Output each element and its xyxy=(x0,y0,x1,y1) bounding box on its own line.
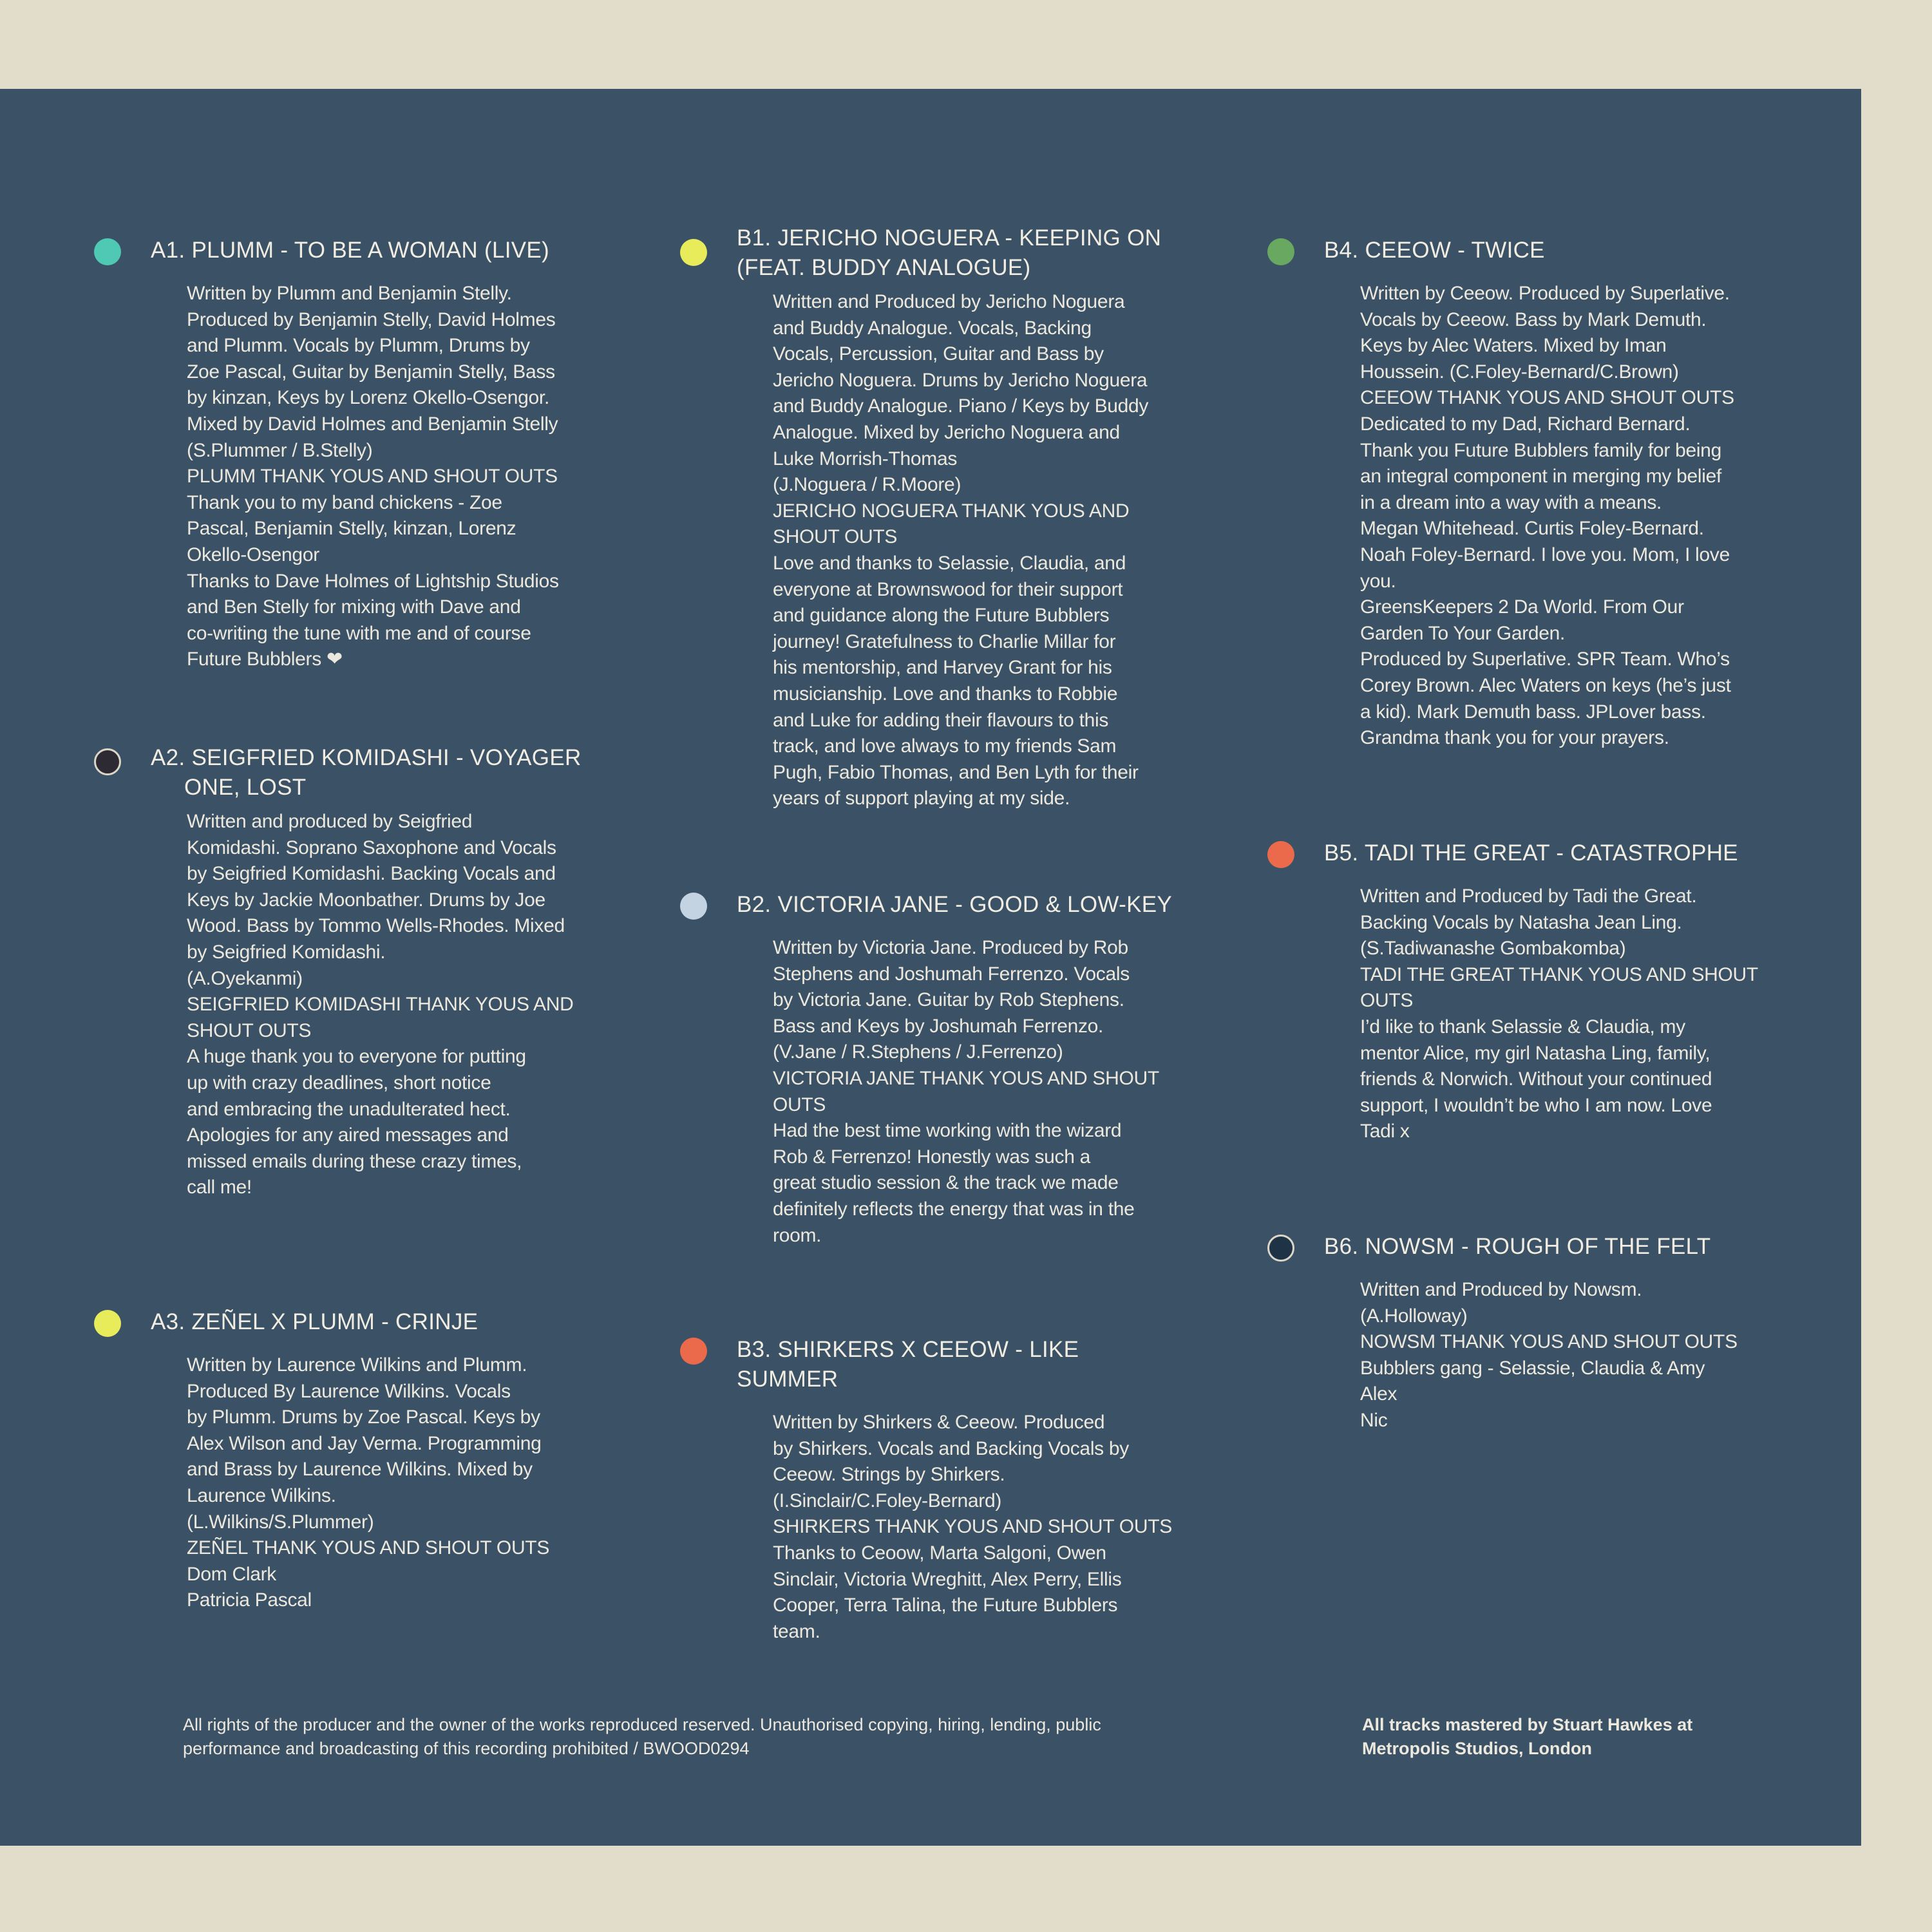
credit-line: Stephens and Joshumah Ferrenzo. Vocals xyxy=(773,963,1130,985)
credit-line: Sinclair, Victoria Wreghitt, Alex Perry, Ellis xyxy=(773,1568,1122,1590)
credit-line: Alex xyxy=(1360,1383,1397,1405)
credit-line: Produced by Superlative. SPR Team. Who’s xyxy=(1360,649,1730,670)
track-color-dot xyxy=(94,748,121,775)
credit-line: Patricia Pascal xyxy=(187,1589,312,1611)
credit-line: Garden To Your Garden. xyxy=(1360,622,1566,644)
credit-line: (V.Jane / R.Stephens / J.Ferrenzo) xyxy=(773,1041,1063,1063)
credit-line: definitely reflects the energy that was in the xyxy=(773,1198,1135,1220)
track-a3 xyxy=(94,1307,596,1614)
credit-line: Future Bubblers ❤ xyxy=(187,649,343,670)
credit-line: (A.Holloway) xyxy=(1360,1305,1468,1327)
credit-line: Backing Vocals by Natasha Jean Ling. xyxy=(1360,911,1682,933)
credit-line: Written and Produced by Nowsm. xyxy=(1360,1279,1642,1300)
track-b4 xyxy=(1267,236,1770,752)
credit-line: musicianship. Love and thanks to Robbie xyxy=(773,683,1118,705)
track-b6 xyxy=(1267,1232,1770,1434)
track-color-dot xyxy=(1267,1235,1294,1262)
credit-line: and Buddy Analogue. Vocals, Backing xyxy=(773,317,1092,339)
track-credits xyxy=(1360,281,1770,752)
credit-line: Written and produced by Seigfried xyxy=(187,811,473,832)
credit-line: SEIGFRIED KOMIDASHI THANK YOUS AND xyxy=(187,994,574,1016)
track-a1 xyxy=(94,236,596,673)
credit-line: (L.Wilkins/S.Plummer) xyxy=(187,1511,374,1533)
credit-line: Written by Shirkers & Ceeow. Produced xyxy=(773,1412,1105,1433)
credit-line: Analogue. Mixed by Jericho Noguera and xyxy=(773,421,1120,443)
track-b3 xyxy=(680,1335,1182,1645)
credit-line: Written by Laurence Wilkins and Plumm. xyxy=(187,1354,527,1376)
rights-line: performance and broadcasting of this recording prohibited / BWOOD0294 xyxy=(183,1739,750,1758)
track-title: B6. NOWSM - ROUGH OF THE FELT xyxy=(1324,1234,1711,1259)
credit-line: VICTORIA JANE THANK YOUS AND SHOUT xyxy=(773,1067,1159,1089)
track-credits xyxy=(1360,1277,1770,1434)
credit-line: and guidance along the Future Bubblers xyxy=(773,605,1110,627)
track-title xyxy=(151,743,596,802)
track-color-dot xyxy=(94,238,121,265)
credit-line: years of support playing at my side. xyxy=(773,788,1070,810)
credit-line: OUTS xyxy=(1360,990,1414,1012)
credit-line: Noah Foley-Bernard. I love you. Mom, I love xyxy=(1360,544,1730,565)
credit-line: Apologies for any aired messages and xyxy=(187,1124,509,1146)
credit-line: Keys by Alec Waters. Mixed by Iman xyxy=(1360,335,1667,357)
credit-line: great studio session & the track we made xyxy=(773,1172,1119,1194)
credit-line: NOWSM THANK YOUS AND SHOUT OUTS xyxy=(1360,1331,1738,1353)
credit-line: Wood. Bass by Tommo Wells-Rhodes. Mixed xyxy=(187,915,565,937)
credit-line: (J.Noguera / R.Moore) xyxy=(773,474,961,496)
credit-line: and Luke for adding their flavours to this xyxy=(773,709,1109,731)
track-b1 xyxy=(680,223,1182,812)
credit-line: Dom Clark xyxy=(187,1563,276,1585)
credit-line: by Victoria Jane. Guitar by Rob Stephens. xyxy=(773,989,1124,1011)
track-credits xyxy=(187,809,596,1201)
credit-line: Bubblers gang - Selassie, Claudia & Amy xyxy=(1360,1357,1705,1379)
credit-line: (S.Plummer / B.Stelly) xyxy=(187,439,373,461)
credit-line: Okello-Osengor xyxy=(187,544,319,565)
credit-line: (A.Oyekanmi) xyxy=(187,967,303,989)
credit-line: Vocals, Percussion, Guitar and Bass by xyxy=(773,343,1104,365)
credit-line: SHOUT OUTS xyxy=(773,526,898,548)
credit-line: everyone at Brownswood for their support xyxy=(773,578,1123,600)
credit-line: Written by Victoria Jane. Produced by Rob xyxy=(773,937,1128,958)
credit-line: A huge thank you to everyone for putting xyxy=(187,1046,526,1068)
credit-line: Written by Plumm and Benjamin Stelly. xyxy=(187,283,512,304)
credit-line: Jericho Noguera. Drums by Jericho Noguera xyxy=(773,369,1148,391)
mastering-line: All tracks mastered by Stuart Hawkes at xyxy=(1362,1715,1693,1734)
credit-line: Nic xyxy=(1360,1409,1388,1431)
track-b2 xyxy=(680,890,1182,1249)
track-color-dot xyxy=(680,1338,707,1365)
credit-line: missed emails during these crazy times, xyxy=(187,1150,522,1172)
track-title-line: (FEAT. BUDDY ANALOGUE) xyxy=(737,255,1031,280)
track-credits xyxy=(773,935,1182,1249)
credit-line: his mentorship, and Harvey Grant for his xyxy=(773,657,1112,679)
track-title: B5. TADI THE GREAT - CATASTROPHE xyxy=(1324,840,1738,866)
credit-line: journey! Gratefulness to Charlie Millar for xyxy=(773,630,1116,652)
credit-line: by Seigfried Komidashi. Backing Vocals and xyxy=(187,863,556,885)
track-color-dot xyxy=(680,239,707,266)
credit-line: TADI THE GREAT THANK YOUS AND SHOUT xyxy=(1360,963,1758,985)
mastering-line: Metropolis Studios, London xyxy=(1362,1739,1592,1758)
credit-line: PLUMM THANK YOUS AND SHOUT OUTS xyxy=(187,466,558,488)
track-title-line: A2. SEIGFRIED KOMIDASHI - VOYAGER xyxy=(151,745,582,770)
credit-line: Had the best time working with the wizard xyxy=(773,1120,1122,1142)
credit-line: Laurence Wilkins. xyxy=(187,1484,336,1506)
liner-notes-panel xyxy=(0,89,1861,1846)
credit-line: CEEOW THANK YOUS AND SHOUT OUTS xyxy=(1360,387,1734,409)
credit-line: Ceeow. Strings by Shirkers. xyxy=(773,1464,1005,1486)
track-color-dot xyxy=(94,1310,121,1337)
credit-line: and Buddy Analogue. Piano / Keys by Buddy xyxy=(773,395,1149,417)
track-title: B4. CEEOW - TWICE xyxy=(1324,238,1545,263)
credit-line: Thank you to my band chickens - Zoe xyxy=(187,491,502,513)
credit-line: Thanks to Dave Holmes of Lightship Studios xyxy=(187,570,559,592)
credit-line: by Shirkers. Vocals and Backing Vocals by xyxy=(773,1437,1129,1459)
credit-line: Luke Morrish-Thomas xyxy=(773,448,958,469)
track-credits xyxy=(773,1410,1182,1645)
credit-line: SHIRKERS THANK YOUS AND SHOUT OUTS xyxy=(773,1516,1172,1538)
track-a2 xyxy=(94,743,596,1201)
credit-line: and embracing the unadulterated hect. xyxy=(187,1098,511,1120)
track-title: A3. ZEÑEL X PLUMM - CRINJE xyxy=(151,1309,478,1334)
credit-line: in a dream into a way with a means. xyxy=(1360,491,1662,513)
credit-line: room. xyxy=(773,1224,822,1246)
credit-line: Pugh, Fabio Thomas, and Ben Lyth for their xyxy=(773,761,1139,783)
credit-line: Love and thanks to Selassie, Claudia, and xyxy=(773,552,1126,574)
credit-line: Written by Ceeow. Produced by Superlative. xyxy=(1360,283,1730,304)
credit-line: Mixed by David Holmes and Benjamin Stelly xyxy=(187,413,558,435)
credit-line: Keys by Jackie Moonbather. Drums by Joe xyxy=(187,889,545,911)
credit-line: SHOUT OUTS xyxy=(187,1019,312,1041)
credit-line: Rob & Ferrenzo! Honestly was such a xyxy=(773,1146,1091,1168)
credit-line: an integral component in merging my belief xyxy=(1360,466,1722,488)
credit-line: Thanks to Ceoow, Marta Salgoni, Owen xyxy=(773,1542,1106,1564)
track-credits xyxy=(187,281,596,673)
credit-line: team. xyxy=(773,1620,820,1642)
track-b5 xyxy=(1267,838,1770,1145)
credit-line: up with crazy deadlines, short notice xyxy=(187,1072,491,1094)
credit-line: support, I wouldn’t be who I am now. Love xyxy=(1360,1094,1712,1116)
track-credits xyxy=(773,289,1182,812)
rights-line: All rights of the producer and the owner of the works reproduced reserved. Unauthorised copying, hiring, lending, public xyxy=(183,1715,1101,1734)
credit-line: by kinzan, Keys by Lorenz Okello-Osengor. xyxy=(187,387,549,409)
credit-line: Corey Brown. Alec Waters on keys (he’s just xyxy=(1360,674,1731,696)
credit-line: and Plumm. Vocals by Plumm, Drums by xyxy=(187,335,530,357)
credit-line: call me! xyxy=(187,1177,252,1198)
credit-line: Dedicated to my Dad, Richard Bernard. xyxy=(1360,413,1690,435)
credit-line: Pascal, Benjamin Stelly, kinzan, Lorenz xyxy=(187,518,516,540)
track-color-dot xyxy=(1267,238,1294,265)
credit-line: Komidashi. Soprano Saxophone and Vocals xyxy=(187,837,556,858)
credit-line: JERICHO NOGUERA THANK YOUS AND xyxy=(773,500,1130,522)
credit-line: track, and love always to my friends Sam xyxy=(773,735,1117,757)
credit-line: Vocals by Ceeow. Bass by Mark Demuth. xyxy=(1360,308,1707,330)
credit-line: by Seigfried Komidashi. xyxy=(187,941,386,963)
credit-line: Written and Produced by Tadi the Great. xyxy=(1360,886,1697,907)
track-title: B3. SHIRKERS X CEEOW - LIKE SUMMER xyxy=(737,1337,1079,1392)
credit-line: Written and Produced by Jericho Noguera xyxy=(773,291,1125,312)
track-title: A1. PLUMM - TO BE A WOMAN (LIVE) xyxy=(151,238,549,263)
track-credits xyxy=(187,1352,596,1614)
track-title: B2. VICTORIA JANE - GOOD & LOW-KEY xyxy=(737,892,1173,917)
credit-line: Grandma thank you for your prayers. xyxy=(1360,727,1669,749)
track-credits xyxy=(1360,884,1770,1145)
credit-line: I’d like to thank Selassie & Claudia, my xyxy=(1360,1016,1685,1037)
credit-line: Alex Wilson and Jay Verma. Programming xyxy=(187,1432,542,1454)
credit-line: ZEÑEL THANK YOUS AND SHOUT OUTS xyxy=(187,1537,550,1559)
credit-line: co-writing the tune with me and of course xyxy=(187,622,531,644)
credit-line: Tadi x xyxy=(1360,1121,1410,1142)
credit-line: (S.Tadiwanashe Gombakomba) xyxy=(1360,938,1626,960)
credit-line: OUTS xyxy=(773,1094,826,1115)
credit-line: GreensKeepers 2 Da World. From Our xyxy=(1360,596,1684,618)
track-title-line: B1. JERICHO NOGUERA - KEEPING ON xyxy=(737,225,1162,251)
credit-line: by Plumm. Drums by Zoe Pascal. Keys by xyxy=(187,1406,540,1428)
track-color-dot xyxy=(680,893,707,920)
credit-line: a kid). Mark Demuth bass. JPLover bass. xyxy=(1360,701,1706,723)
credit-line: friends & Norwich. Without your continued xyxy=(1360,1068,1712,1090)
track-color-dot xyxy=(1267,841,1294,868)
track-title xyxy=(737,223,1182,283)
credit-line: Produced By Laurence Wilkins. Vocals xyxy=(187,1380,511,1402)
credit-line: you. xyxy=(1360,570,1396,592)
rights-notice xyxy=(183,1713,1188,1761)
credit-line: Houssein. (C.Foley-Bernard/C.Brown) xyxy=(1360,361,1679,383)
credit-line: Produced by Benjamin Stelly, David Holmes xyxy=(187,308,556,330)
credit-line: mentor Alice, my girl Natasha Ling, family, xyxy=(1360,1042,1710,1064)
credit-line: (I.Sinclair/C.Foley-Bernard) xyxy=(773,1490,1002,1511)
credit-line: and Brass by Laurence Wilkins. Mixed by xyxy=(187,1459,533,1481)
credit-line: Zoe Pascal, Guitar by Benjamin Stelly, Bass xyxy=(187,361,555,383)
mastering-credit xyxy=(1362,1713,1774,1761)
credit-line: Megan Whitehead. Curtis Foley-Bernard. xyxy=(1360,518,1704,540)
track-title-line: ONE, LOST xyxy=(184,775,307,800)
credit-line: Bass and Keys by Joshumah Ferrenzo. xyxy=(773,1015,1104,1037)
credit-line: Thank you Future Bubblers family for being xyxy=(1360,439,1722,461)
credit-line: Cooper, Terra Talina, the Future Bubblers xyxy=(773,1595,1118,1616)
credit-line: and Ben Stelly for mixing with Dave and xyxy=(187,596,521,618)
